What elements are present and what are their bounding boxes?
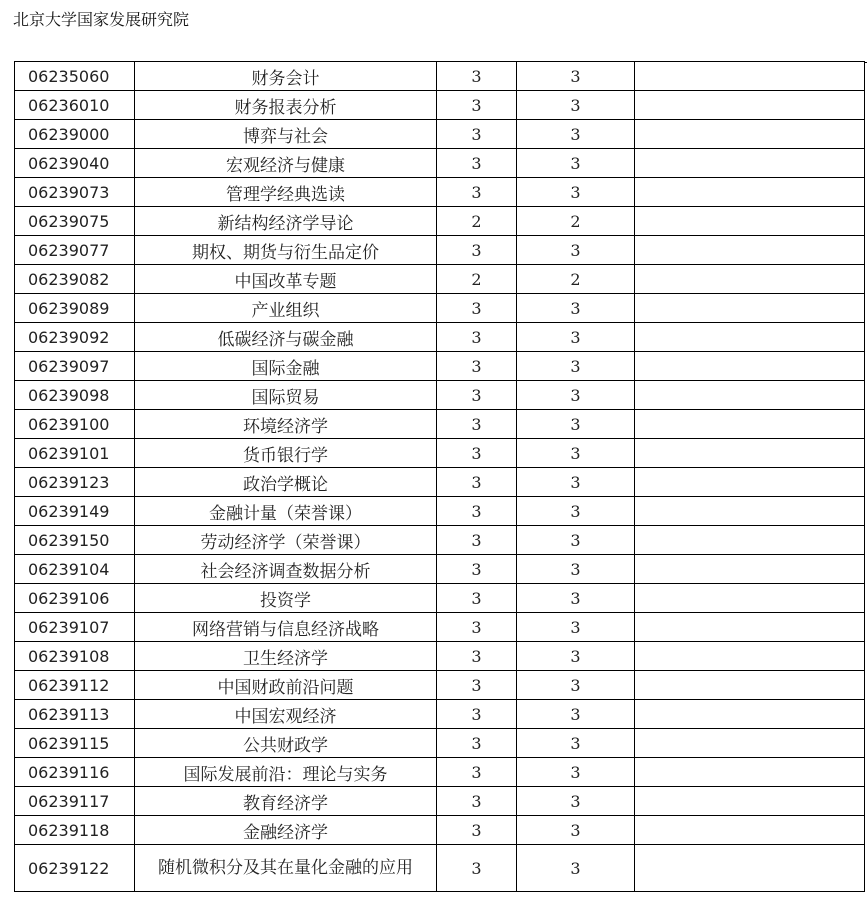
hours-cell: 3: [517, 149, 635, 178]
course-name-cell: 卫生经济学: [135, 642, 437, 671]
credit-cell: 3: [437, 816, 517, 845]
course-code-cell: 06239082: [15, 265, 135, 294]
hours-cell: 3: [517, 584, 635, 613]
course-name-cell: 中国财政前沿问题: [135, 671, 437, 700]
note-cell: [635, 236, 865, 265]
hours-cell: 3: [517, 758, 635, 787]
credit-cell: 3: [437, 381, 517, 410]
table-row: [15, 845, 865, 892]
note-cell: [635, 758, 865, 787]
course-name-cell: 宏观经济与健康: [135, 149, 437, 178]
credit-cell: 3: [437, 468, 517, 497]
hours-cell: 3: [517, 439, 635, 468]
hours-cell: 3: [517, 352, 635, 381]
course-table: [14, 61, 865, 892]
course-name-cell: 财务会计: [135, 62, 437, 91]
course-code-cell: 06239077: [15, 236, 135, 265]
course-code-cell: 06239097: [15, 352, 135, 381]
credit-cell: 3: [437, 149, 517, 178]
table-row: [15, 381, 865, 410]
table-row: [15, 294, 865, 323]
course-code-cell: 06239116: [15, 758, 135, 787]
course-name-cell: 中国改革专题: [135, 265, 437, 294]
course-name-cell: 国际贸易: [135, 381, 437, 410]
page-title: 北京大学国家发展研究院: [13, 10, 190, 29]
hours-cell: 3: [517, 91, 635, 120]
table-row: [15, 62, 865, 91]
course-name-cell: 社会经济调查数据分析: [135, 555, 437, 584]
credit-cell: 3: [437, 91, 517, 120]
credit-cell: 3: [437, 845, 517, 892]
note-cell: [635, 439, 865, 468]
course-name-cell: 新结构经济学导论: [135, 207, 437, 236]
course-name-cell: 低碳经济与碳金融: [135, 323, 437, 352]
course-code-cell: 06239040: [15, 149, 135, 178]
course-name-cell: 投资学: [135, 584, 437, 613]
course-name-cell: 政治学概论: [135, 468, 437, 497]
course-code-cell: 06239123: [15, 468, 135, 497]
table-row: [15, 700, 865, 729]
credit-cell: 3: [437, 642, 517, 671]
table-row: [15, 729, 865, 758]
course-name-cell: 网络营销与信息经济战略: [135, 613, 437, 642]
course-code-cell: 06239107: [15, 613, 135, 642]
note-cell: [635, 323, 865, 352]
course-name-cell: 管理学经典选读: [135, 178, 437, 207]
credit-cell: 3: [437, 294, 517, 323]
course-name-cell: 金融计量（荣誉课）: [135, 497, 437, 526]
note-cell: [635, 381, 865, 410]
table-row: [15, 555, 865, 584]
course-code-cell: 06239075: [15, 207, 135, 236]
course-code-cell: 06239108: [15, 642, 135, 671]
course-name-cell: 金融经济学: [135, 816, 437, 845]
note-cell: [635, 613, 865, 642]
credit-cell: 3: [437, 439, 517, 468]
hours-cell: 3: [517, 120, 635, 149]
table-row: [15, 178, 865, 207]
note-cell: [635, 700, 865, 729]
credit-cell: 3: [437, 323, 517, 352]
note-cell: [635, 497, 865, 526]
course-code-cell: 06239115: [15, 729, 135, 758]
table-row: [15, 816, 865, 845]
hours-cell: 3: [517, 62, 635, 91]
table-row: [15, 613, 865, 642]
credit-cell: 3: [437, 584, 517, 613]
note-cell: [635, 816, 865, 845]
hours-cell: 3: [517, 236, 635, 265]
hours-cell: 2: [517, 265, 635, 294]
course-code-cell: 06239073: [15, 178, 135, 207]
course-name-cell: 产业组织: [135, 294, 437, 323]
hours-cell: 3: [517, 671, 635, 700]
course-code-cell: 06239106: [15, 584, 135, 613]
table-row: [15, 497, 865, 526]
note-cell: [635, 584, 865, 613]
note-cell: [635, 671, 865, 700]
note-cell: [635, 265, 865, 294]
course-name-cell: 环境经济学: [135, 410, 437, 439]
note-cell: [635, 410, 865, 439]
table-row: [15, 149, 865, 178]
course-code-cell: 06239104: [15, 555, 135, 584]
course-code-cell: 06239117: [15, 787, 135, 816]
hours-cell: 3: [517, 700, 635, 729]
table-row: [15, 787, 865, 816]
credit-cell: 3: [437, 671, 517, 700]
hours-cell: 3: [517, 468, 635, 497]
hours-cell: 3: [517, 787, 635, 816]
course-code-cell: 06235060: [15, 62, 135, 91]
hours-cell: 3: [517, 613, 635, 642]
course-code-cell: 06239000: [15, 120, 135, 149]
course-name-cell: 劳动经济学（荣誉课）: [135, 526, 437, 555]
note-cell: [635, 729, 865, 758]
note-cell: [635, 120, 865, 149]
credit-cell: 3: [437, 410, 517, 439]
course-name-cell: 国际发展前沿：理论与实务: [135, 758, 437, 787]
course-name-cell: 国际金融: [135, 352, 437, 381]
course-name-cell: 中国宏观经济: [135, 700, 437, 729]
note-cell: [635, 555, 865, 584]
table-row: [15, 323, 865, 352]
credit-cell: 2: [437, 207, 517, 236]
course-name-cell: 教育经济学: [135, 787, 437, 816]
hours-cell: 3: [517, 845, 635, 892]
hours-cell: 3: [517, 323, 635, 352]
credit-cell: 3: [437, 178, 517, 207]
course-code-cell: 06239100: [15, 410, 135, 439]
note-cell: [635, 91, 865, 120]
course-name-cell: 货币银行学: [135, 439, 437, 468]
course-name-cell: 博弈与社会: [135, 120, 437, 149]
hours-cell: 3: [517, 294, 635, 323]
hours-cell: 3: [517, 729, 635, 758]
table-row: [15, 265, 865, 294]
course-code-cell: 06239092: [15, 323, 135, 352]
hours-cell: 2: [517, 207, 635, 236]
credit-cell: 3: [437, 700, 517, 729]
credit-cell: 3: [437, 526, 517, 555]
course-code-cell: 06239113: [15, 700, 135, 729]
note-cell: [635, 526, 865, 555]
note-cell: [635, 294, 865, 323]
course-name-cell: 公共财政学: [135, 729, 437, 758]
course-code-cell: 06239112: [15, 671, 135, 700]
note-cell: [635, 62, 865, 91]
credit-cell: 3: [437, 120, 517, 149]
table-row: [15, 352, 865, 381]
note-cell: [635, 178, 865, 207]
table-row: [15, 120, 865, 149]
table-row: [15, 671, 865, 700]
table-row: [15, 526, 865, 555]
course-code-cell: 06236010: [15, 91, 135, 120]
note-cell: [635, 845, 865, 892]
hours-cell: 3: [517, 816, 635, 845]
table-row: [15, 584, 865, 613]
table-row: [15, 468, 865, 497]
course-code-cell: 06239118: [15, 816, 135, 845]
hours-cell: 3: [517, 555, 635, 584]
table-row: [15, 91, 865, 120]
note-cell: [635, 787, 865, 816]
table-row: [15, 207, 865, 236]
hours-cell: 3: [517, 178, 635, 207]
course-code-cell: 06239089: [15, 294, 135, 323]
credit-cell: 3: [437, 758, 517, 787]
credit-cell: 3: [437, 497, 517, 526]
table-row: [15, 236, 865, 265]
credit-cell: 3: [437, 729, 517, 758]
course-name-cell: 期权、期货与衍生品定价: [135, 236, 437, 265]
credit-cell: 3: [437, 352, 517, 381]
credit-cell: 3: [437, 555, 517, 584]
hours-cell: 3: [517, 497, 635, 526]
course-code-cell: 06239149: [15, 497, 135, 526]
hours-cell: 3: [517, 642, 635, 671]
credit-cell: 2: [437, 265, 517, 294]
table-row: [15, 758, 865, 787]
course-code-cell: 06239101: [15, 439, 135, 468]
hours-cell: 3: [517, 410, 635, 439]
table-row: [15, 439, 865, 468]
course-code-cell: 06239122: [15, 845, 135, 892]
course-code-cell: 06239150: [15, 526, 135, 555]
note-cell: [635, 642, 865, 671]
table-row: [15, 410, 865, 439]
note-cell: [635, 468, 865, 497]
hours-cell: 3: [517, 526, 635, 555]
credit-cell: 3: [437, 613, 517, 642]
credit-cell: 3: [437, 787, 517, 816]
note-cell: [635, 352, 865, 381]
note-cell: [635, 149, 865, 178]
note-cell: [635, 207, 865, 236]
credit-cell: 3: [437, 62, 517, 91]
course-name-cell: 随机微积分及其在量化金融的应用: [135, 845, 437, 892]
course-table-body: [15, 62, 865, 892]
course-name-cell: 财务报表分析: [135, 91, 437, 120]
table-row: [15, 642, 865, 671]
hours-cell: 3: [517, 381, 635, 410]
credit-cell: 3: [437, 236, 517, 265]
course-code-cell: 06239098: [15, 381, 135, 410]
